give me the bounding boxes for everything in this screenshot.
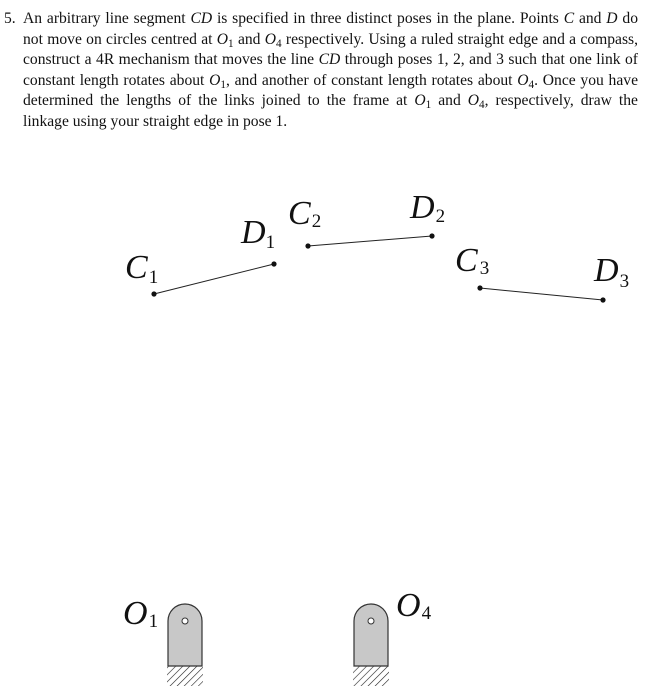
- text-run: , respectively, draw the linkage using your straight edge in pose 1.: [23, 92, 638, 130]
- text-run: and: [233, 30, 265, 48]
- pivot-o4-hole: [368, 618, 374, 624]
- ground-pivot-o1: [167, 604, 203, 686]
- math-subscript: 1: [425, 98, 432, 111]
- point-d3: [600, 297, 605, 302]
- segment-pose-2: [308, 236, 432, 246]
- label-d3: D3: [594, 252, 630, 292]
- math-variable: O: [467, 92, 480, 109]
- segment-pose-3: [480, 288, 603, 300]
- math-variable: O: [216, 30, 229, 48]
- pivot-o1-hole: [182, 618, 188, 624]
- text-run: . Once you have determined the lengths of the links joined to the frame at: [23, 71, 638, 109]
- label-d2: D2: [410, 189, 446, 227]
- segment-pose-1: [154, 264, 274, 294]
- point-d2: [429, 233, 434, 238]
- text-run: and: [431, 92, 468, 109]
- math-subscript: 4: [276, 37, 282, 50]
- ground-pivot-o4: [353, 604, 389, 686]
- pivot-o1-hatch: [167, 666, 203, 686]
- math-variable: O: [264, 30, 277, 48]
- math-variable: C: [563, 10, 575, 27]
- point-c1: [151, 291, 156, 296]
- text-run: , and another of constant length rotates about: [226, 71, 518, 89]
- math-subscript: 1: [228, 37, 234, 50]
- pivot-o1-body: [168, 604, 202, 666]
- problem-number: 5.: [4, 10, 16, 27]
- label-c1: C1: [125, 249, 159, 288]
- label-c3: C 3: [455, 242, 490, 279]
- label-c2: C2: [288, 195, 322, 232]
- math-variable: D: [606, 10, 618, 27]
- pivot-o4-body: [354, 604, 388, 666]
- point-d1: [271, 261, 276, 266]
- text-run: An arbitrary line segment: [23, 10, 191, 27]
- text-run: through poses 1, 2, and 3 such that one link of constant length rotates about: [23, 51, 638, 89]
- text-run: do not move on circles centred at: [23, 10, 638, 48]
- label-d1: D1: [241, 214, 276, 253]
- label-o1: O1: [123, 595, 159, 632]
- math-variable: O: [414, 92, 426, 109]
- math-variable: O: [209, 71, 221, 89]
- point-c2: [305, 243, 310, 248]
- text-run: respectively. Using a ruled straight edge and a compass, construct a 4R mechanism that moves the line: [23, 30, 638, 68]
- math-variable: CD: [190, 10, 213, 27]
- math-subscript: 1: [220, 78, 226, 91]
- text-run: and: [574, 10, 607, 27]
- label-o4: O4: [396, 587, 432, 624]
- math-subscript: 4: [528, 78, 535, 91]
- pivot-o4-hatch: [353, 666, 389, 686]
- math-variable: CD: [318, 51, 341, 68]
- point-c3: [477, 285, 482, 290]
- math-subscript: 4: [479, 98, 485, 111]
- text-run: is specified in three distinct poses in the plane. Points: [212, 10, 564, 27]
- math-variable: O: [517, 71, 529, 89]
